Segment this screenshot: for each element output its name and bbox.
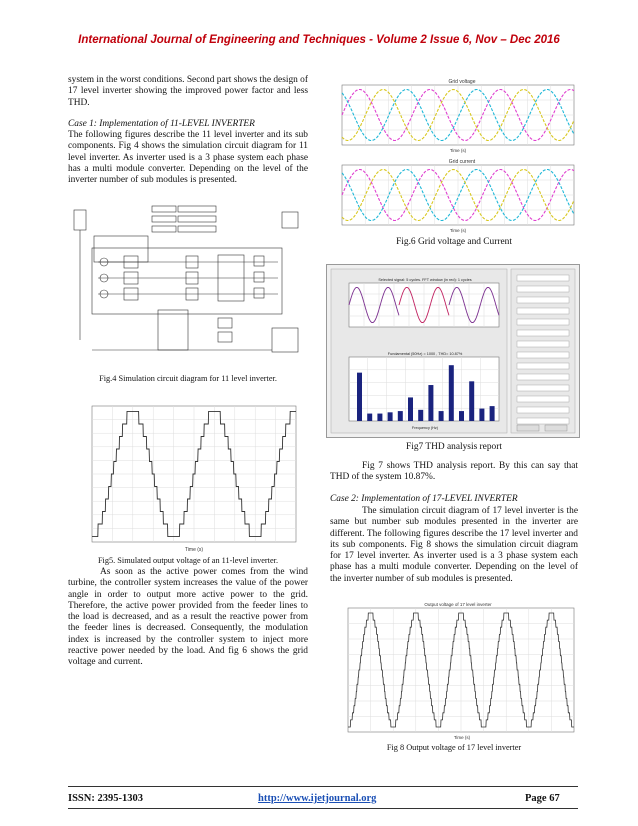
fig7-svg	[327, 265, 579, 437]
left-paragraph-2: The following figures describe the 11 level inverter and its sub components. Fig 4 shows the simulation circuit diagram for 11 level inverter. As inverter used is a 3 phase system each phase has a multi module converter. Depending on the level of the inverter number of sub modules is presented.	[68, 130, 308, 186]
settings-field	[517, 396, 569, 402]
fig8-output-voltage-chart	[334, 600, 578, 740]
footer-issn: ISSN: 2395-1303	[68, 793, 143, 804]
settings-field	[517, 330, 569, 336]
thd-bar	[408, 397, 413, 421]
thd-bar	[388, 412, 393, 421]
thd-bar	[428, 385, 433, 421]
thd-bar	[357, 373, 362, 421]
case2-heading: Case 2: Implementation of 17-LEVEL INVERTER	[330, 494, 518, 504]
fig6-grid-voltage-current	[330, 74, 578, 234]
settings-field	[517, 363, 569, 369]
settings-field	[517, 286, 569, 292]
settings-field	[517, 418, 569, 424]
thd-bar	[367, 414, 372, 421]
settings-field	[517, 341, 569, 347]
fig6-svg	[330, 74, 578, 234]
fig5-output-voltage-chart	[80, 402, 300, 552]
fig8-xlabel: Time (s)	[453, 735, 471, 740]
thd-bar	[418, 410, 423, 421]
grid-current-title: Grid current	[448, 159, 476, 165]
fig5-xlabel: Time (s)	[184, 547, 204, 552]
fig4-svg	[68, 200, 308, 365]
fig7-title-top: Selected signal: 5 cycles. FFT window (in red): 1 cycles	[378, 278, 472, 282]
fig7-caption: Fig7 THD analysis report	[406, 442, 502, 452]
close-button	[545, 425, 567, 431]
journal-link[interactable]: http://www.ijetjournal.org	[258, 793, 377, 804]
grid-current-xlabel: Time (s)	[449, 228, 467, 233]
settings-field	[517, 308, 569, 314]
fig5-caption: Fig5. Simulated output voltage of an 11-level inverter.	[97, 556, 279, 565]
thd-bar	[377, 414, 382, 421]
settings-field	[517, 297, 569, 303]
settings-field	[517, 352, 569, 358]
fig7-thd-report	[326, 264, 580, 438]
fig7-title-bottom: Fundamental (50Hz) = 1000 , THD= 10.87%	[387, 352, 463, 356]
fig4-circuit-diagram	[68, 200, 308, 365]
settings-field	[517, 407, 569, 413]
display-button	[517, 425, 539, 431]
settings-field	[517, 319, 569, 325]
footer-url	[258, 793, 376, 804]
left-paragraph-3: As soon as the active power comes from the wind turbine, the controller system increases the value of the power angle in order to output more active power to the grid. Therefore, the active power provided from the feeder lines to the load is decreased, and as a result the reactive power from the feeder lines is decreased. Consequently, the modulation index is increased by the controller system to inject more reactive power needed by the load. And fig 6 shows the grid voltage and current.	[68, 567, 308, 668]
grid-voltage-title: Grid voltage	[448, 79, 476, 85]
thd-bar	[459, 411, 464, 421]
footer-rule-top	[68, 786, 578, 787]
thd-bar	[449, 365, 454, 421]
fig4-caption: Fig.4 Simulation circuit diagram for 11 level inverter.	[99, 374, 277, 383]
case1-heading: Case 1: Implementation of 11-LEVEL INVERTER	[68, 119, 255, 129]
right-paragraph-5: The simulation circuit diagram of 17 level inverter is the same but number sub modules presented in the inverter are different. The following figures describe the 17 level inverter and its sub components. Fig 8 shows the simulation circuit diagram for 17 level inverter. As inverter used is a 3 phase system each phase has a multi module converter. Depending on the level of the inverter number of sub modules is presented.	[330, 506, 578, 584]
fig6-caption: Fig.6 Grid voltage and Current	[396, 237, 512, 247]
fig8-caption: Fig 8 Output voltage of 17 level inverter	[386, 743, 522, 752]
settings-field	[517, 385, 569, 391]
journal-header: International Journal of Engineering and Techniques - Volume 2 Issue 6, Nov – Dec 2016	[78, 34, 560, 46]
thd-bar	[439, 411, 444, 421]
footer-page: Page 67	[525, 793, 560, 804]
thd-bar	[398, 411, 403, 421]
footer-rule-bottom	[68, 808, 578, 809]
thd-bar	[469, 381, 474, 421]
thd-bar	[479, 409, 484, 421]
fig8-svg	[334, 600, 578, 740]
settings-field	[517, 374, 569, 380]
fig7-xlabel: Frequency (Hz)	[411, 426, 439, 430]
right-paragraph-4: Fig 7 shows THD analysis report. By this can say that THD of the system 10.87%.	[330, 461, 578, 483]
settings-field	[517, 275, 569, 281]
thd-bar	[490, 406, 495, 421]
left-paragraph-1: system in the worst conditions. Second part shows the design of 17 level inverter showing the improved power factor and less THD.	[68, 75, 308, 108]
fig8-title: Output voltage of 17 level inverter	[424, 602, 492, 607]
fig5-svg	[80, 402, 300, 552]
grid-voltage-xlabel: Time (s)	[449, 148, 467, 153]
